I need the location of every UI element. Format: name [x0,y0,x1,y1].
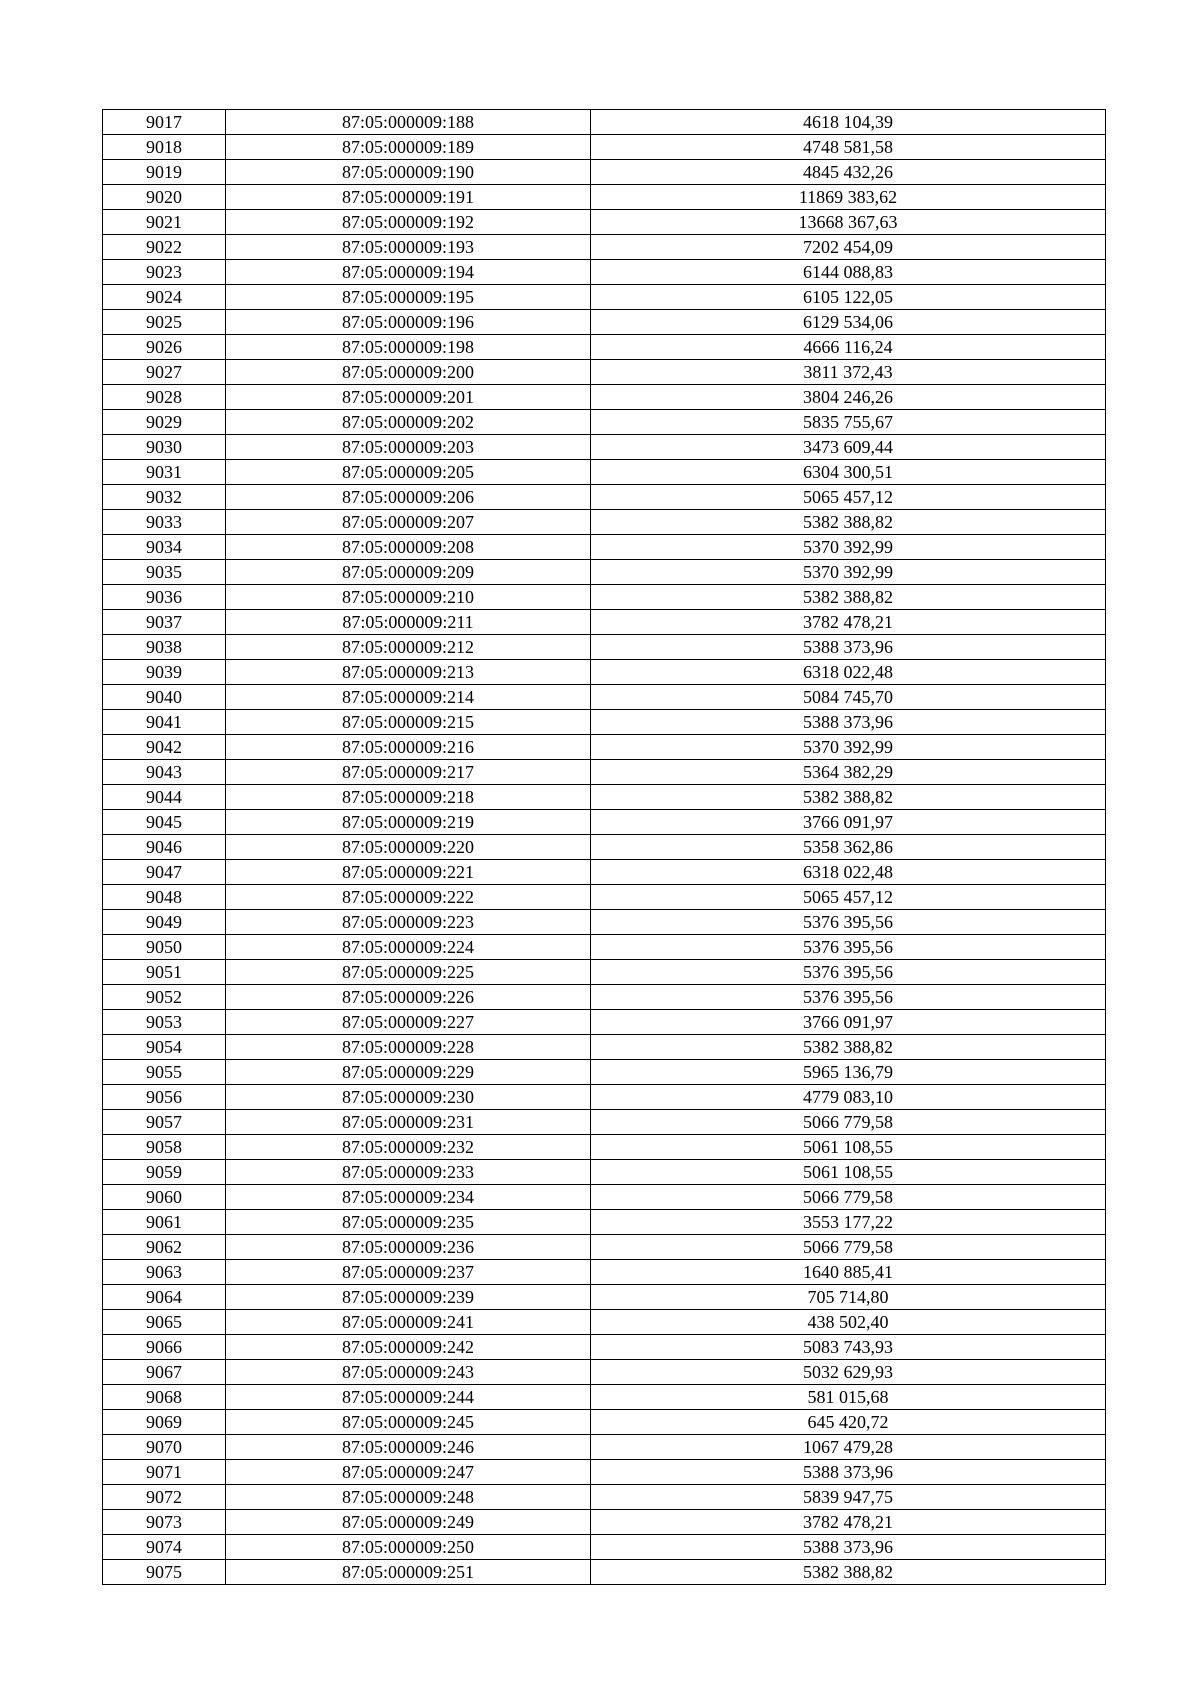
table-row [103,535,1106,560]
cadastral-value-cell: 5084 745,70 [591,685,1106,710]
cadastral-value-cell: 1067 479,28 [591,1435,1106,1460]
row-number-cell: 9035 [103,560,226,585]
cadastral-number-cell: 87:05:000009:245 [226,1410,591,1435]
cadastral-value-cell: 5370 392,99 [591,735,1106,760]
cadastral-number-cell: 87:05:000009:242 [226,1335,591,1360]
table-row [103,785,1106,810]
table-row [103,685,1106,710]
table-row [103,310,1106,335]
table-row [103,460,1106,485]
row-number-cell: 9062 [103,1235,226,1260]
cadastral-number-cell: 87:05:000009:241 [226,1310,591,1335]
cadastral-number-cell: 87:05:000009:200 [226,360,591,385]
table-row [103,610,1106,635]
row-number-cell: 9041 [103,710,226,735]
row-number-cell: 9057 [103,1110,226,1135]
cadastral-number-cell: 87:05:000009:211 [226,610,591,635]
cadastral-number-cell: 87:05:000009:207 [226,510,591,535]
row-number-cell: 9072 [103,1485,226,1510]
row-number-cell: 9038 [103,635,226,660]
row-number-cell: 9033 [103,510,226,535]
row-number-cell: 9019 [103,160,226,185]
cadastral-number-cell: 87:05:000009:190 [226,160,591,185]
row-number-cell: 9065 [103,1310,226,1335]
cadastral-number-cell: 87:05:000009:210 [226,585,591,610]
cadastral-value-cell: 6144 088,83 [591,260,1106,285]
cadastral-number-cell: 87:05:000009:224 [226,935,591,960]
cadastral-number-cell: 87:05:000009:208 [226,535,591,560]
table-row [103,1535,1106,1560]
table-row [103,1010,1106,1035]
cadastral-number-cell: 87:05:000009:215 [226,710,591,735]
table-row [103,1135,1106,1160]
cadastral-number-cell: 87:05:000009:250 [226,1535,591,1560]
cadastral-number-cell: 87:05:000009:220 [226,835,591,860]
cadastral-number-cell: 87:05:000009:231 [226,1110,591,1135]
table-row [103,835,1106,860]
row-number-cell: 9027 [103,360,226,385]
row-number-cell: 9064 [103,1285,226,1310]
cadastral-value-cell: 438 502,40 [591,1310,1106,1335]
table-row [103,885,1106,910]
row-number-cell: 9029 [103,410,226,435]
table-row [103,810,1106,835]
table-row [103,1110,1106,1135]
cadastral-number-cell: 87:05:000009:212 [226,635,591,660]
table-row [103,1160,1106,1185]
cadastral-value-cell: 5388 373,96 [591,635,1106,660]
table-row [103,1510,1106,1535]
row-number-cell: 9031 [103,460,226,485]
cadastral-value-cell: 13668 367,63 [591,210,1106,235]
cadastral-value-cell: 5376 395,56 [591,985,1106,1010]
table-row [103,1310,1106,1335]
table-row [103,660,1106,685]
cadastral-number-cell: 87:05:000009:213 [226,660,591,685]
row-number-cell: 9061 [103,1210,226,1235]
row-number-cell: 9021 [103,210,226,235]
row-number-cell: 9032 [103,485,226,510]
cadastral-number-cell: 87:05:000009:196 [226,310,591,335]
cadastral-value-cell: 5083 743,93 [591,1335,1106,1360]
row-number-cell: 9023 [103,260,226,285]
cadastral-value-cell: 5382 388,82 [591,1035,1106,1060]
cadastral-number-cell: 87:05:000009:232 [226,1135,591,1160]
cadastral-number-cell: 87:05:000009:214 [226,685,591,710]
cadastral-value-cell: 3473 609,44 [591,435,1106,460]
row-number-cell: 9049 [103,910,226,935]
table-row [103,1060,1106,1085]
cadastral-value-cell: 5382 388,82 [591,585,1106,610]
cadastral-value-cell: 3804 246,26 [591,385,1106,410]
cadastral-value-cell: 5061 108,55 [591,1160,1106,1185]
row-number-cell: 9052 [103,985,226,1010]
cadastral-number-cell: 87:05:000009:191 [226,185,591,210]
table-row [103,585,1106,610]
cadastral-value-cell: 5965 136,79 [591,1060,1106,1085]
row-number-cell: 9048 [103,885,226,910]
row-number-cell: 9043 [103,760,226,785]
cadastral-number-cell: 87:05:000009:223 [226,910,591,935]
table-row [103,1210,1106,1235]
table-row [103,135,1106,160]
cadastral-value-cell: 5065 457,12 [591,485,1106,510]
cadastral-value-cell: 3766 091,97 [591,810,1106,835]
table-row [103,1085,1106,1110]
table-row [103,285,1106,310]
table-row [103,110,1106,135]
cadastral-value-cell: 1640 885,41 [591,1260,1106,1285]
table-row [103,160,1106,185]
table-row [103,1185,1106,1210]
row-number-cell: 9070 [103,1435,226,1460]
cadastral-value-cell: 581 015,68 [591,1385,1106,1410]
row-number-cell: 9054 [103,1035,226,1060]
row-number-cell: 9066 [103,1335,226,1360]
cadastral-value-cell: 5835 755,67 [591,410,1106,435]
row-number-cell: 9044 [103,785,226,810]
row-number-cell: 9034 [103,535,226,560]
cadastral-value-cell: 5388 373,96 [591,1535,1106,1560]
cadastral-value-cell: 5376 395,56 [591,935,1106,960]
row-number-cell: 9017 [103,110,226,135]
row-number-cell: 9018 [103,135,226,160]
cadastral-number-cell: 87:05:000009:192 [226,210,591,235]
table-row [103,235,1106,260]
cadastral-number-cell: 87:05:000009:228 [226,1035,591,1060]
cadastral-value-cell: 5370 392,99 [591,560,1106,585]
cadastral-value-cell: 5066 779,58 [591,1235,1106,1260]
row-number-cell: 9022 [103,235,226,260]
cadastral-value-cell: 3782 478,21 [591,610,1106,635]
row-number-cell: 9050 [103,935,226,960]
table-row [103,385,1106,410]
table-row [103,260,1106,285]
row-number-cell: 9045 [103,810,226,835]
row-number-cell: 9047 [103,860,226,885]
cadastral-value-cell: 3811 372,43 [591,360,1106,385]
cadastral-number-cell: 87:05:000009:233 [226,1160,591,1185]
cadastral-number-cell: 87:05:000009:237 [226,1260,591,1285]
cadastral-number-cell: 87:05:000009:202 [226,410,591,435]
cadastral-value-cell: 5066 779,58 [591,1110,1106,1135]
cadastral-value-cell: 5382 388,82 [591,510,1106,535]
row-number-cell: 9037 [103,610,226,635]
row-number-cell: 9051 [103,960,226,985]
table-row [103,735,1106,760]
cadastral-number-cell: 87:05:000009:246 [226,1435,591,1460]
cadastral-number-cell: 87:05:000009:188 [226,110,591,135]
cadastral-value-cell: 3553 177,22 [591,1210,1106,1235]
row-number-cell: 9074 [103,1535,226,1560]
cadastral-number-cell: 87:05:000009:221 [226,860,591,885]
row-number-cell: 9040 [103,685,226,710]
table-row [103,360,1106,385]
row-number-cell: 9024 [103,285,226,310]
cadastral-value-cell: 5376 395,56 [591,910,1106,935]
cadastral-number-cell: 87:05:000009:236 [226,1235,591,1260]
cadastral-number-cell: 87:05:000009:206 [226,485,591,510]
cadastral-value-cell: 5066 779,58 [591,1185,1106,1210]
cadastral-value-cell: 5370 392,99 [591,535,1106,560]
cadastral-number-cell: 87:05:000009:216 [226,735,591,760]
cadastral-value-cell: 5065 457,12 [591,885,1106,910]
cadastral-number-cell: 87:05:000009:251 [226,1560,591,1585]
table-row [103,760,1106,785]
cadastral-value-cell: 6105 122,05 [591,285,1106,310]
table-row [103,635,1106,660]
row-number-cell: 9036 [103,585,226,610]
cadastral-number-cell: 87:05:000009:193 [226,235,591,260]
cadastral-value-cell: 4845 432,26 [591,160,1106,185]
table-row [103,910,1106,935]
cadastral-value-cell: 7202 454,09 [591,235,1106,260]
row-number-cell: 9063 [103,1260,226,1285]
cadastral-value-cell: 3766 091,97 [591,1010,1106,1035]
row-number-cell: 9055 [103,1060,226,1085]
table-row [103,435,1106,460]
row-number-cell: 9058 [103,1135,226,1160]
cadastral-value-cell: 5382 388,82 [591,785,1106,810]
cadastral-value-cell: 6318 022,48 [591,660,1106,685]
cadastral-number-cell: 87:05:000009:234 [226,1185,591,1210]
cadastral-value-cell: 5061 108,55 [591,1135,1106,1160]
table-row [103,1385,1106,1410]
table-row [103,1460,1106,1485]
table-row [103,985,1106,1010]
cadastral-value-cell: 5376 395,56 [591,960,1106,985]
cadastral-value-table [102,109,1106,1585]
row-number-cell: 9025 [103,310,226,335]
table-row [103,1485,1106,1510]
row-number-cell: 9039 [103,660,226,685]
cadastral-number-cell: 87:05:000009:247 [226,1460,591,1485]
table-row [103,1260,1106,1285]
cadastral-number-cell: 87:05:000009:194 [226,260,591,285]
row-number-cell: 9030 [103,435,226,460]
cadastral-number-cell: 87:05:000009:222 [226,885,591,910]
cadastral-value-cell: 5382 388,82 [591,1560,1106,1585]
cadastral-number-cell: 87:05:000009:229 [226,1060,591,1085]
cadastral-value-cell: 4779 083,10 [591,1085,1106,1110]
row-number-cell: 9073 [103,1510,226,1535]
row-number-cell: 9071 [103,1460,226,1485]
cadastral-value-cell: 5388 373,96 [591,1460,1106,1485]
cadastral-value-cell: 4666 116,24 [591,335,1106,360]
row-number-cell: 9026 [103,335,226,360]
cadastral-number-cell: 87:05:000009:248 [226,1485,591,1510]
cadastral-number-cell: 87:05:000009:205 [226,460,591,485]
table-row [103,1235,1106,1260]
cadastral-value-cell: 5032 629,93 [591,1360,1106,1385]
cadastral-number-cell: 87:05:000009:230 [226,1085,591,1110]
cadastral-number-cell: 87:05:000009:217 [226,760,591,785]
cadastral-value-cell: 6129 534,06 [591,310,1106,335]
table-row [103,1410,1106,1435]
table-row [103,210,1106,235]
row-number-cell: 9067 [103,1360,226,1385]
cadastral-value-cell: 705 714,80 [591,1285,1106,1310]
cadastral-value-cell: 5388 373,96 [591,710,1106,735]
table-row [103,1435,1106,1460]
table-row [103,935,1106,960]
table-row [103,560,1106,585]
table-row [103,1285,1106,1310]
cadastral-number-cell: 87:05:000009:198 [226,335,591,360]
row-number-cell: 9046 [103,835,226,860]
cadastral-number-cell: 87:05:000009:195 [226,285,591,310]
cadastral-number-cell: 87:05:000009:227 [226,1010,591,1035]
row-number-cell: 9068 [103,1385,226,1410]
table-row [103,1035,1106,1060]
row-number-cell: 9042 [103,735,226,760]
cadastral-number-cell: 87:05:000009:249 [226,1510,591,1535]
cadastral-number-cell: 87:05:000009:209 [226,560,591,585]
cadastral-value-cell: 11869 383,62 [591,185,1106,210]
cadastral-number-cell: 87:05:000009:235 [226,1210,591,1235]
row-number-cell: 9053 [103,1010,226,1035]
row-number-cell: 9028 [103,385,226,410]
cadastral-number-cell: 87:05:000009:243 [226,1360,591,1385]
cadastral-value-cell: 3782 478,21 [591,1510,1106,1535]
cadastral-number-cell: 87:05:000009:225 [226,960,591,985]
table-row [103,860,1106,885]
row-number-cell: 9056 [103,1085,226,1110]
cadastral-number-cell: 87:05:000009:219 [226,810,591,835]
cadastral-number-cell: 87:05:000009:218 [226,785,591,810]
row-number-cell: 9059 [103,1160,226,1185]
cadastral-number-cell: 87:05:000009:201 [226,385,591,410]
table-body [103,110,1106,1585]
table-row [103,710,1106,735]
table-row [103,335,1106,360]
row-number-cell: 9069 [103,1410,226,1435]
cadastral-number-cell: 87:05:000009:203 [226,435,591,460]
row-number-cell: 9060 [103,1185,226,1210]
table-row [103,1360,1106,1385]
cadastral-value-cell: 5364 382,29 [591,760,1106,785]
cadastral-value-cell: 6318 022,48 [591,860,1106,885]
cadastral-value-cell: 645 420,72 [591,1410,1106,1435]
table-row [103,510,1106,535]
cadastral-value-cell: 6304 300,51 [591,460,1106,485]
cadastral-number-cell: 87:05:000009:244 [226,1385,591,1410]
cadastral-value-cell: 5358 362,86 [591,835,1106,860]
cadastral-number-cell: 87:05:000009:226 [226,985,591,1010]
cadastral-value-cell: 4748 581,58 [591,135,1106,160]
cadastral-number-cell: 87:05:000009:189 [226,135,591,160]
table-row [103,485,1106,510]
table-row [103,960,1106,985]
cadastral-number-cell: 87:05:000009:239 [226,1285,591,1310]
table-row [103,410,1106,435]
row-number-cell: 9075 [103,1560,226,1585]
cadastral-value-cell: 4618 104,39 [591,110,1106,135]
row-number-cell: 9020 [103,185,226,210]
table-row [103,1560,1106,1585]
cadastral-value-cell: 5839 947,75 [591,1485,1106,1510]
table-row [103,1335,1106,1360]
table-row [103,185,1106,210]
